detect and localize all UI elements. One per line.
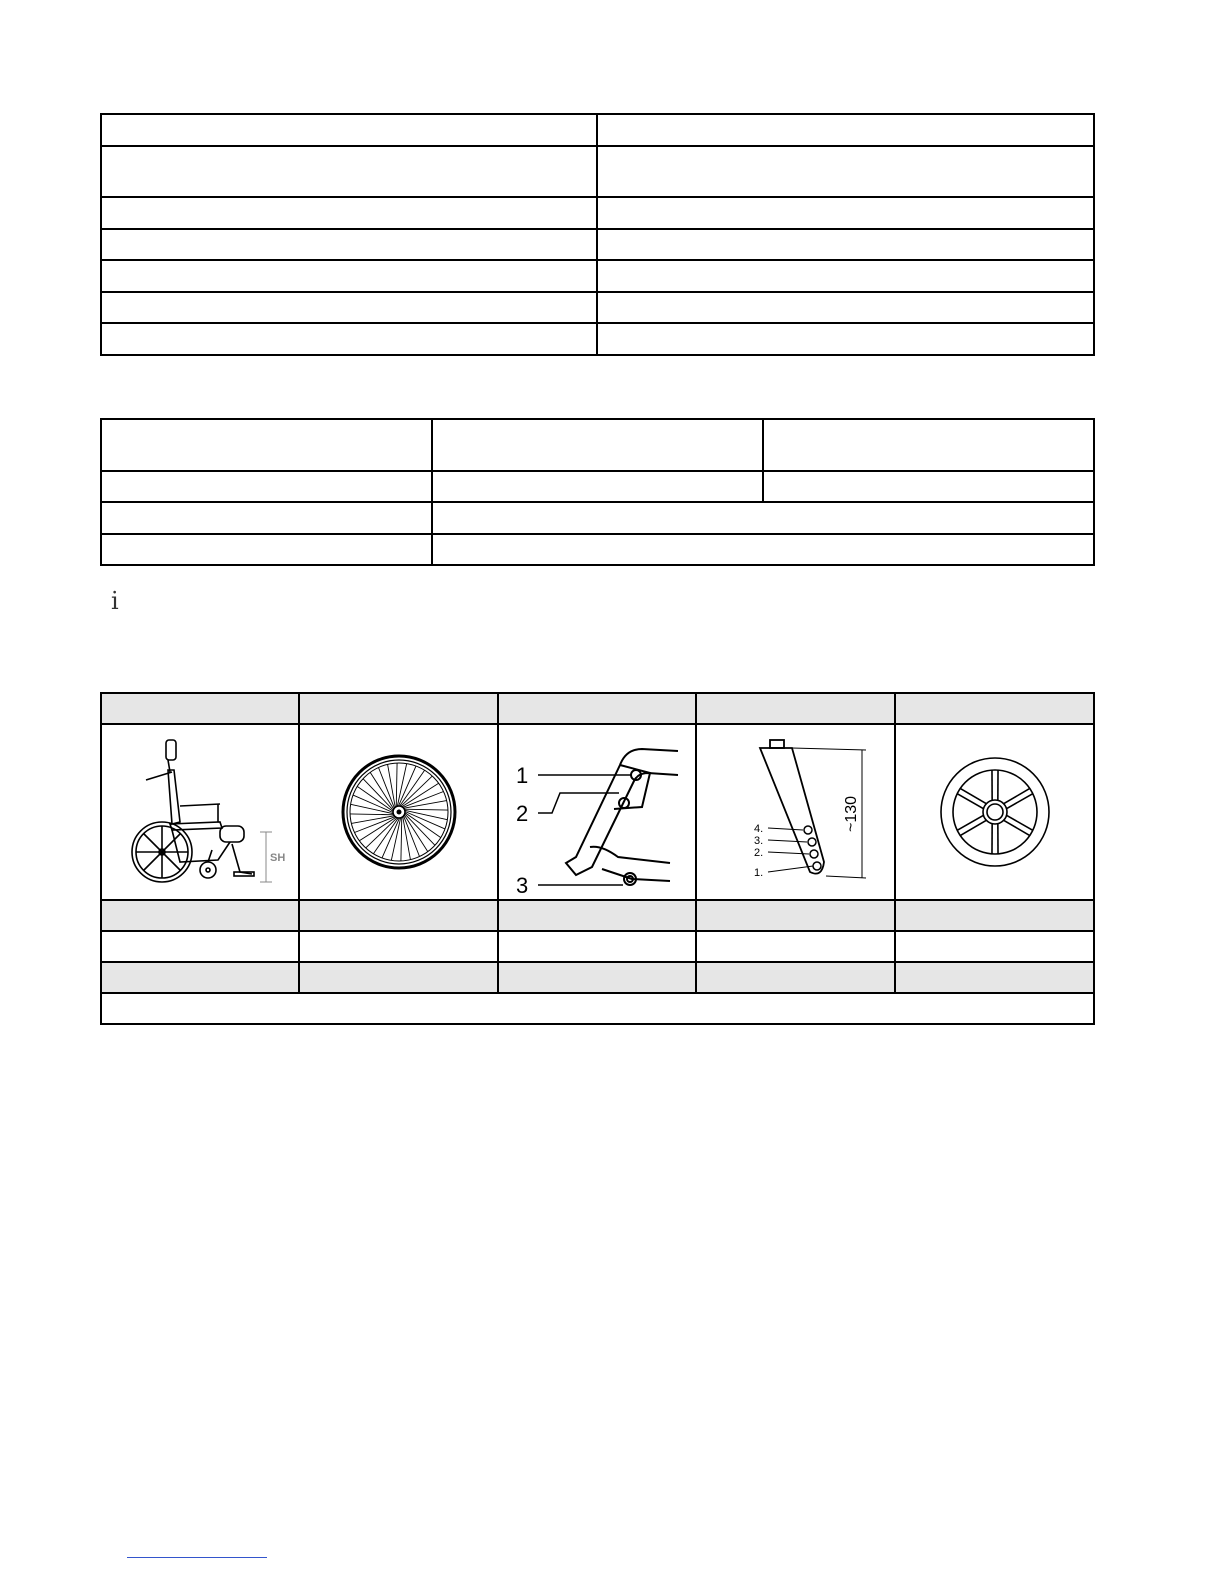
caster-fork-figure-cell bbox=[696, 724, 895, 900]
table-row bbox=[101, 292, 1094, 323]
table-row bbox=[101, 693, 1094, 724]
table-row bbox=[101, 962, 1094, 993]
axle-plate-figure bbox=[502, 729, 692, 895]
table-row bbox=[101, 931, 1094, 962]
table-row bbox=[101, 146, 1094, 197]
caster-wheel-figure-cell bbox=[895, 724, 1094, 900]
fork-position-label-3: 3. bbox=[753, 835, 763, 847]
spec-table-1 bbox=[100, 113, 1095, 356]
table-row bbox=[101, 471, 1094, 502]
table-row bbox=[101, 323, 1094, 355]
fork-position-label-1: 1. bbox=[753, 867, 763, 879]
table-row bbox=[101, 534, 1094, 565]
caster-wheel-figure bbox=[935, 752, 1055, 872]
figures-table bbox=[100, 692, 1095, 1025]
info-icon: ⅰ bbox=[111, 587, 119, 615]
spoked-wheel-figure-cell bbox=[299, 724, 498, 900]
table-row bbox=[101, 197, 1094, 229]
table-row bbox=[101, 260, 1094, 292]
wheelchair-figure-cell bbox=[101, 724, 299, 900]
table-row bbox=[101, 114, 1094, 146]
axle-position-label-2: 2 bbox=[516, 801, 529, 826]
spoked-wheel-figure bbox=[339, 752, 459, 872]
fork-position-label-4: 4. bbox=[753, 823, 763, 835]
table-row bbox=[101, 993, 1094, 1024]
fork-dimension-label: ~130 bbox=[842, 795, 860, 832]
axle-position-label-3: 3 bbox=[516, 873, 529, 895]
footer-link-underline[interactable] bbox=[127, 1557, 267, 1558]
spec-table-2 bbox=[100, 418, 1095, 566]
caster-fork-figure bbox=[706, 732, 886, 892]
table-row bbox=[101, 724, 1094, 900]
table-row bbox=[101, 502, 1094, 534]
seat-height-label: SH bbox=[270, 852, 286, 864]
table-row bbox=[101, 419, 1094, 471]
axle-plate-figure-cell bbox=[498, 724, 696, 900]
fork-position-label-2: 2. bbox=[753, 847, 763, 859]
axle-position-label-1: 1 bbox=[516, 763, 529, 788]
table-row bbox=[101, 229, 1094, 260]
wheelchair-side-view-figure bbox=[110, 732, 290, 892]
table-row bbox=[101, 900, 1094, 931]
